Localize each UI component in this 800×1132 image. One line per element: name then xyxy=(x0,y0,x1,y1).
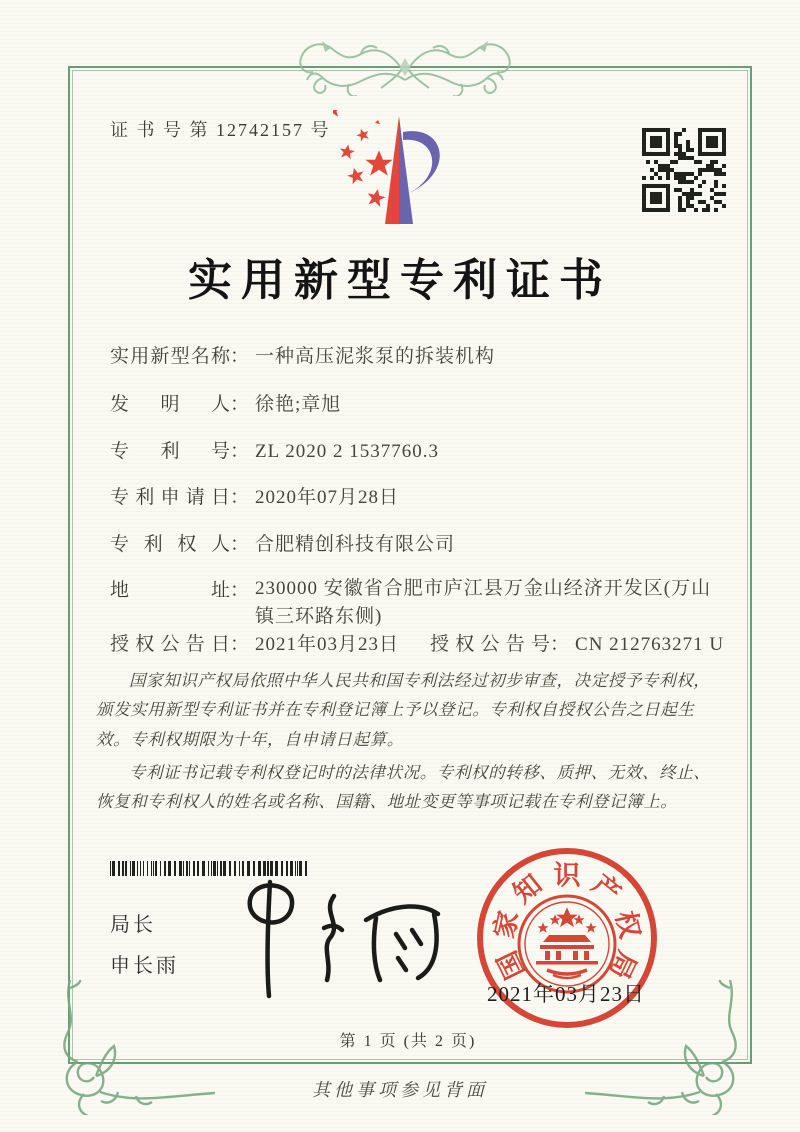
qr-code-icon xyxy=(642,128,726,212)
field-value: 2020年07月28日 xyxy=(255,487,400,508)
field-value: CN 212763271 U xyxy=(575,634,725,655)
seal-date: 2021年03月23日 xyxy=(487,982,645,1006)
cnipa-logo-icon xyxy=(333,110,471,230)
field-label: 专利申请日： xyxy=(110,487,250,508)
officer-title: 局长 xyxy=(110,914,156,936)
field-value: 230000 安徽省合肥市庐江县万金山经济开发区(万山镇三环路东侧) xyxy=(255,578,712,627)
field-label: 专利号： xyxy=(110,441,250,462)
field-value: 徐艳;章旭 xyxy=(255,394,342,415)
field-row-filing-date xyxy=(110,482,730,509)
field-value: 合肥精创科技有限公司 xyxy=(255,534,456,555)
field-row-grant xyxy=(110,629,730,656)
field-value: 2021年03月23日 xyxy=(255,634,400,655)
field-row-address xyxy=(110,575,730,630)
seal-arc-text: 国 家 知 识 产 权 局 xyxy=(488,860,646,985)
certificate-number: 证 书 号 第 12742157 号 xyxy=(110,120,331,140)
field-label: 授权公告日： xyxy=(110,634,250,655)
officer-name: 申长雨 xyxy=(110,955,179,977)
legal-text xyxy=(96,666,716,821)
field-value: 一种高压泥浆泵的拆装机构 xyxy=(255,346,496,367)
back-note: 其他事项参见背面 xyxy=(312,1080,488,1101)
field-grant-number xyxy=(430,629,724,656)
legal-paragraph-2: 专利证书记载专利权登记时的法律状况。专利权的转移、质押、无效、终止、恢复和专利权人的姓名或名称、国籍、地址变更等事项记载在专利登记簿上。 xyxy=(96,763,711,812)
field-label: 实用新型名称： xyxy=(110,346,250,367)
field-row-name xyxy=(110,341,730,368)
field-row-inventor xyxy=(110,389,730,416)
page-number: 第 1 页 (共 2 页) xyxy=(339,1033,477,1050)
top-ornament-icon xyxy=(291,34,519,96)
field-label: 专利权人： xyxy=(110,534,250,555)
page-title: 实用新型专利证书 xyxy=(188,256,612,305)
field-row-patentee xyxy=(110,529,730,556)
legal-paragraph-1: 国家知识产权局依照中华人民共和国专利法经过初步审查，决定授予专利权，颁发实用新型专利证书并在专利登记簿上予以登记。专利权自授权公告之日起生效。专利权期限为十年，自申请日起算。 xyxy=(96,671,711,749)
field-value: ZL 2020 2 1537760.3 xyxy=(255,441,440,462)
officer-block xyxy=(110,908,179,990)
field-label: 地址： xyxy=(110,580,250,601)
field-label: 发明人： xyxy=(110,394,250,415)
signature-icon xyxy=(238,868,443,1003)
field-label: 授权公告号： xyxy=(430,634,570,655)
field-row-patent-no xyxy=(110,436,730,463)
